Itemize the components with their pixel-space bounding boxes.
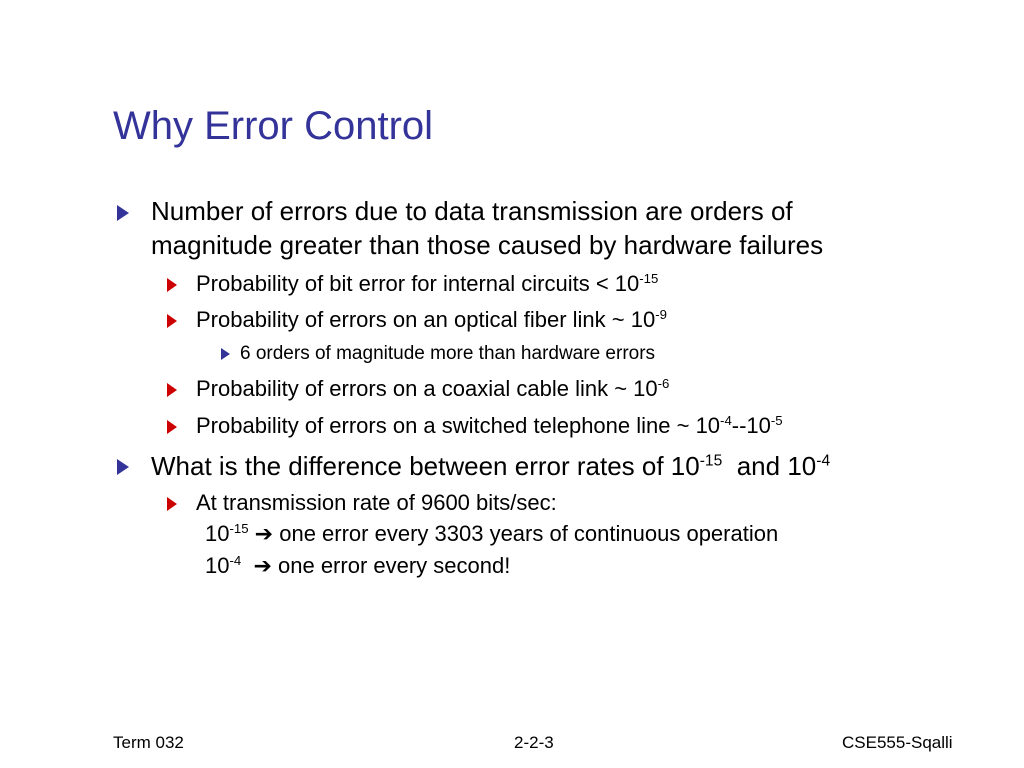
sub-bullet-main: Probability of bit error for internal circuits < 10 [196, 271, 640, 296]
sub-bullet-main: Probability of errors on a switched telephone line ~ 10 [196, 413, 721, 438]
sub-bullet-rest: one error every second! [271, 553, 511, 578]
sub-bullet-arrow-icon [167, 314, 177, 328]
bullet-arrow-icon [117, 459, 129, 475]
footer-right: CSE555-Sqalli [842, 733, 953, 752]
slide-title: Why Error Control [113, 104, 434, 148]
exponent: -6 [657, 376, 670, 392]
sub-bullet-arrow-icon [167, 278, 177, 292]
sub-bullet-main: Probability of errors on an optical fiber link ~ 10 [196, 307, 656, 332]
exponent: -4 [229, 553, 242, 569]
exponent: -4 [816, 452, 831, 470]
exponent: -4 [720, 413, 732, 429]
sub-bullet-arrow-icon [167, 383, 177, 397]
sub-bullet-continued [205, 553, 510, 579]
base: 10 [205, 553, 230, 578]
footer-left: Term 032 [113, 733, 184, 752]
bullet-text: Number of errors due to data transmission are orders of [151, 196, 793, 226]
sub-bullet-rest: one error every 3303 years of continuous operation [273, 521, 779, 546]
sub-bullet-text [196, 376, 669, 402]
bullet-mid: and 10 [722, 451, 817, 481]
range-separator: --10 [731, 413, 771, 438]
sub-sub-bullet-arrow-icon [221, 348, 230, 360]
bullet-main: What is the difference between error rates of 10 [151, 451, 700, 481]
sub-bullet-arrow-icon [167, 420, 177, 434]
right-arrow-icon: ➔ [253, 553, 272, 578]
sub-bullet-text: At transmission rate of 9600 bits/sec: [196, 490, 557, 515]
footer-center: 2-2-3 [514, 733, 554, 752]
sub-bullet-continued [205, 521, 778, 547]
right-arrow-icon: ➔ [254, 521, 274, 546]
sub-bullet-text [196, 307, 667, 333]
bullet-text-continued: magnitude greater than those caused by hardware failures [151, 230, 824, 260]
sub-sub-bullet-text: 6 orders of magnitude more than hardware errors [240, 343, 656, 364]
sub-bullet-text [196, 413, 783, 439]
bullet-text [151, 451, 830, 482]
bullet-arrow-icon [117, 205, 129, 221]
sub-bullet-text [196, 271, 658, 297]
sub-bullet-arrow-icon [167, 497, 177, 511]
exponent: -15 [639, 271, 659, 287]
base: 10 [205, 521, 230, 546]
exponent: -5 [770, 413, 783, 429]
sub-bullet-main: Probability of errors on a coaxial cable link ~ 10 [196, 376, 658, 401]
exponent: -15 [229, 521, 249, 537]
exponent: -15 [699, 452, 723, 470]
exponent: -9 [655, 307, 667, 323]
